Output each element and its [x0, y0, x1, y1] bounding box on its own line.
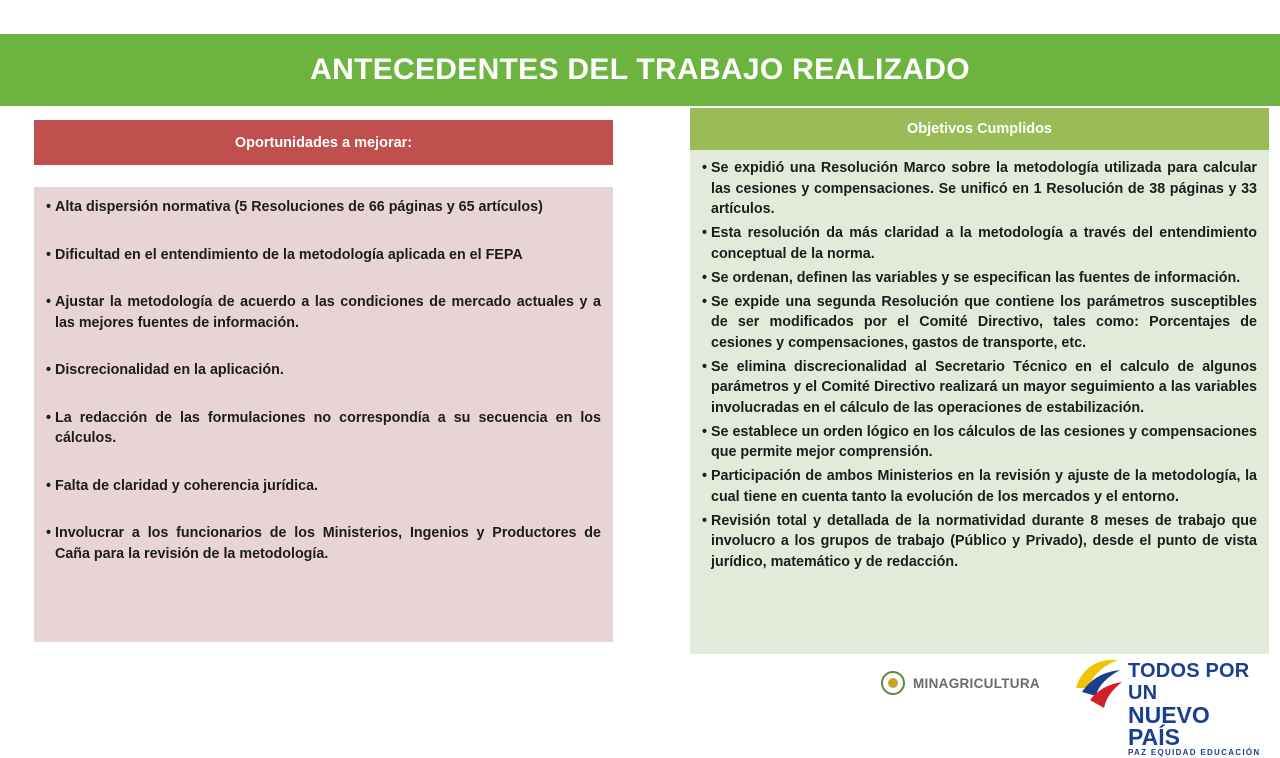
- list-item: • Esta resolución da más claridad a la metodología a través del entendimiento conceptual de la norma.: [702, 223, 1257, 264]
- list-item: • Se ordenan, definen las variables y se especifican las fuentes de información.: [702, 268, 1257, 289]
- list-item: • Se establece un orden lógico en los cálculos de las cesiones y compensaciones que permite mejor comprensión.: [702, 422, 1257, 463]
- tpun-text: [1128, 660, 1268, 758]
- list-item: • Ajustar la metodología de acuerdo a las condiciones de mercado actuales y a las mejores fuentes de información.: [46, 292, 601, 333]
- page-title: ANTECEDENTES DEL TRABAJO REALIZADO: [310, 53, 970, 86]
- list-item: • Participación de ambos Ministerios en la revisión y ajuste de la metodología, la cual tiene en cuenta tanto la evolución de los mercados y el entorno.: [702, 466, 1257, 507]
- list-item: • Dificultad en el entendimiento de la metodología aplicada en el FEPA: [46, 245, 601, 266]
- list-item: • Revisión total y detallada de la normatividad durante 8 meses de trabajo que involucro a los grupos de trabajo (Público y Privado), desde el punto de vista jurídico, matemático y de redacción.: [702, 511, 1257, 573]
- list-item: • Falta de claridad y coherencia jurídica.: [46, 476, 601, 497]
- colombia-flag-swoosh-icon: [1068, 654, 1128, 714]
- coat-of-arms-icon: [881, 671, 905, 695]
- left-panel-header: [34, 120, 613, 165]
- right-panel-list: [702, 158, 1257, 572]
- list-item: • Se elimina discrecionalidad al Secretario Técnico en el calculo de algunos parámetros y el Comité Directivo realizará un mayor seguimiento a las variables involucradas en el cálculo de las operaciones de estabilización.: [702, 357, 1257, 419]
- right-panel-header-label: Objetivos Cumplidos: [906, 121, 1052, 137]
- right-panel-header: [690, 108, 1269, 150]
- left-panel-list: [46, 197, 601, 564]
- tpun-line3: PAZ EQUIDAD EDUCACIÓN: [1128, 748, 1261, 757]
- list-item: • La redacción de las formulaciones no correspondía a su secuencia en los cálculos.: [46, 408, 601, 449]
- minagricultura-logo: [875, 665, 1057, 701]
- right-panel-body: [690, 150, 1269, 654]
- minagricultura-logo-text: MINAGRICULTURA: [913, 675, 1040, 691]
- left-panel-body: [34, 187, 613, 642]
- list-item: • Se expide una segunda Resolución que contiene los parámetros susceptibles de ser modificados por el Comité Directivo, tales como: Porcentajes de cesiones y compensaciones, gastos de transporte, etc.: [702, 292, 1257, 354]
- tpun-line2: NUEVO PAÍS: [1128, 702, 1210, 750]
- left-panel-header-label: Oportunidades a mejorar:: [234, 134, 413, 151]
- list-item: • Se expidió una Resolución Marco sobre la metodología utilizada para calcular las cesiones y compensaciones. Se unificó en 1 Resolución de 38 páginas y 33 artículos.: [702, 158, 1257, 220]
- list-item: • Discrecionalidad en la aplicación.: [46, 360, 601, 381]
- tpun-line1: TODOS POR UN: [1128, 660, 1250, 704]
- list-item: • Alta dispersión normativa (5 Resoluciones de 66 páginas y 65 artículos): [46, 197, 601, 218]
- todos-por-un-nuevo-pais-logo: [1068, 654, 1268, 757]
- title-bar: [0, 34, 1280, 106]
- list-item: • Involucrar a los funcionarios de los Ministerios, Ingenios y Productores de Caña para la revisión de la metodología.: [46, 523, 601, 564]
